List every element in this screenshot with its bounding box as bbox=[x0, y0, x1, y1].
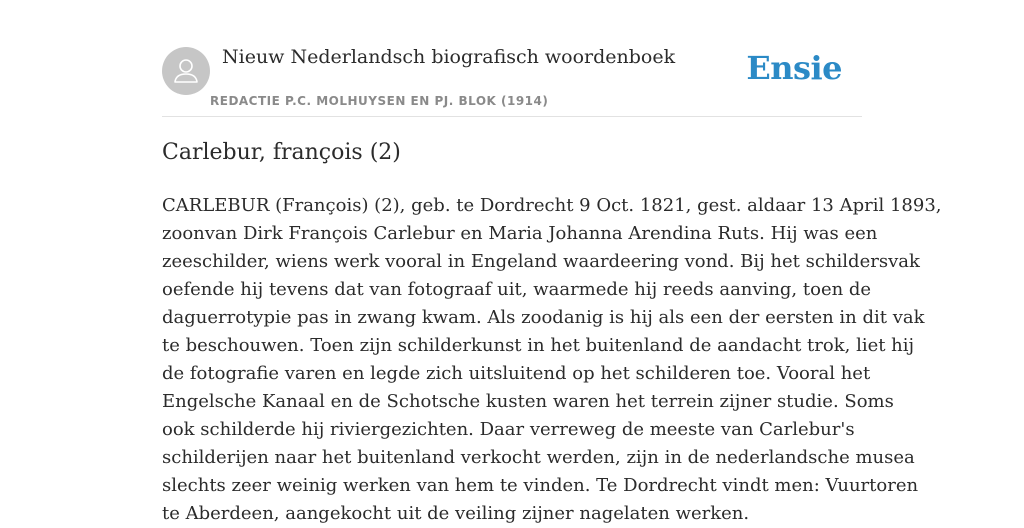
book-editors: REDACTIE P.C. MOLHUYSEN EN PJ. BLOK (1914) bbox=[210, 94, 549, 108]
entry-line: schilderijen naar het buitenland verkocht werden, zijn in de nederlandsche musea bbox=[162, 447, 915, 468]
entry-line: zeeschilder, wiens werk vooral in Engeland waardeering vond. Bij het schildersvak bbox=[162, 251, 920, 272]
entry-line: oefende hij tevens dat van fotograaf uit, waarmede hij reeds aanving, toen de bbox=[162, 279, 872, 300]
entry-line: te Aberdeen, aangekocht uit de veiling zijner nagelaten werken. bbox=[162, 503, 750, 524]
entry-line: CARLEBUR (François) (2), geb. te Dordrecht 9 Oct. 1821, gest. aldaar 13 April 1893, bbox=[162, 195, 942, 216]
ensie-logo-link[interactable]: Ensie bbox=[746, 49, 842, 87]
entry-line: zoonvan Dirk François Carlebur en Maria Johanna Arendina Ruts. Hij was een bbox=[162, 223, 878, 244]
user-avatar-icon bbox=[162, 47, 210, 95]
entry-line: slechts zeer weinig werken van hem te vinden. Te Dordrecht vindt men: Vuurtoren bbox=[162, 475, 919, 496]
entry-line: de fotografie varen en legde zich uitsluitend op het schilderen toe. Vooral het bbox=[162, 363, 871, 384]
entry-line: te beschouwen. Toen zijn schilderkunst in het buitenland de aandacht trok, liet hij bbox=[162, 335, 915, 356]
entry-line: Engelsche Kanaal en de Schotsche kusten waren het terrein zijner studie. Soms bbox=[162, 391, 894, 412]
entry-title: Carlebur, françois (2) bbox=[162, 140, 401, 165]
entry-line: daguerrotypie pas in zwang kwam. Als zoodanig is hij als een der eersten in dit vak bbox=[162, 307, 925, 328]
entry-line: ook schilderde hij riviergezichten. Daar verreweg de meeste van Carlebur's bbox=[162, 419, 855, 440]
book-title[interactable]: Nieuw Nederlandsch biografisch woordenboek bbox=[222, 46, 676, 68]
entry-body bbox=[162, 192, 942, 528]
book-header bbox=[162, 44, 862, 117]
